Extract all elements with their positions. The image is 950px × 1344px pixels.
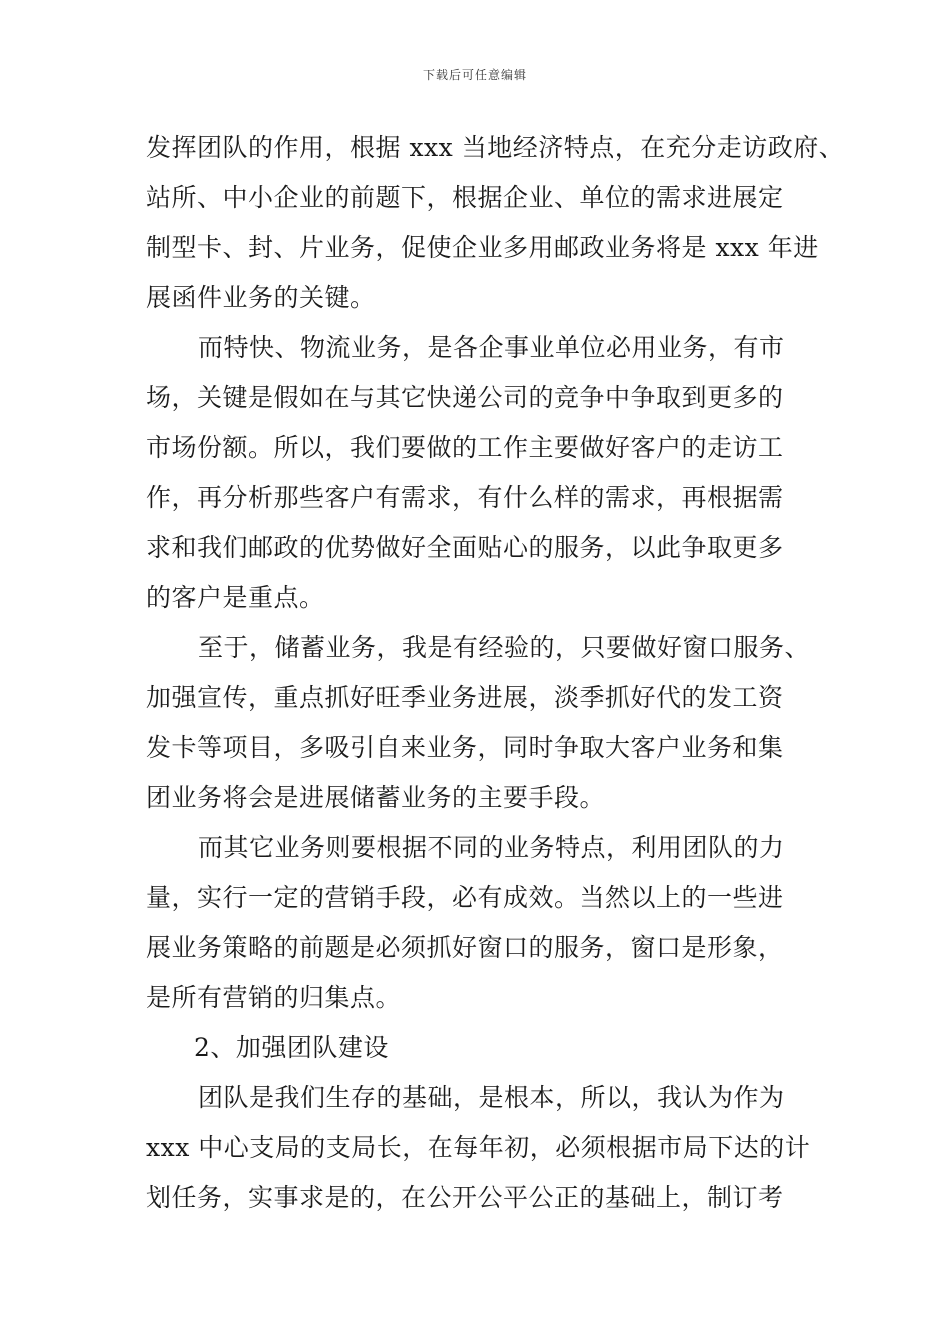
text-line: 站所、中小企业的前题下，根据企业、单位的需求进展定 <box>146 183 784 212</box>
text-line: 展业务策略的前题是必须抓好窗口的服务，窗口是形象， <box>146 933 784 962</box>
text-line: 场，关键是假如在与其它快递公司的竞争中争取到更多的 <box>146 383 784 412</box>
text-line: 是所有营销的归集点。 <box>146 983 402 1012</box>
paragraph-start-line: 而特快、物流业务，是各企事业单位必用业务，有市 <box>198 333 785 362</box>
text-line: 的客户是重点。 <box>146 583 325 612</box>
paragraph-start-line: 至于，储蓄业务，我是有经验的，只要做好窗口服务、 <box>198 633 811 662</box>
section-heading: 2、加强团队建设 <box>194 1033 389 1062</box>
document-body <box>146 123 845 1223</box>
text-line: 展函件业务的关键。 <box>146 283 376 312</box>
paragraph-start-line: 而其它业务则要根据不同的业务特点，利用团队的力 <box>198 833 785 862</box>
text-line: 市场份额。所以，我们要做的工作主要做好客户的走访工 <box>146 433 784 462</box>
paragraph-start-line: 团队是我们生存的基础，是根本，所以，我认为作为 <box>198 1083 785 1112</box>
text-line: 发挥团队的作用，根据 xxx 当地经济特点，在充分走访政府、 <box>146 133 845 162</box>
text-line: 制型卡、封、片业务，促使企业多用邮政业务将是 xxx 年进 <box>146 233 819 262</box>
text-line: 作，再分析那些客户有需求，有什么样的需求，再根据需 <box>146 483 784 512</box>
page-header: 下载后可任意编辑 <box>422 68 527 82</box>
text-line: 求和我们邮政的优势做好全面贴心的服务，以此争取更多 <box>146 533 784 562</box>
text-line: 划任务，实事求是的，在公开公平公正的基础上，制订考 <box>146 1183 784 1212</box>
text-line: 发卡等项目，多吸引自来业务，同时争取大客户业务和集 <box>146 733 784 762</box>
text-line: 团业务将会是进展储蓄业务的主要手段。 <box>146 783 606 812</box>
text-line: 加强宣传，重点抓好旺季业务进展，淡季抓好代的发工资 <box>146 683 784 712</box>
text-line: 量，实行一定的营销手段，必有成效。当然以上的一些进 <box>146 883 784 912</box>
text-line: xxx 中心支局的支局长，在每年初，必须根据市局下达的计 <box>146 1133 811 1162</box>
